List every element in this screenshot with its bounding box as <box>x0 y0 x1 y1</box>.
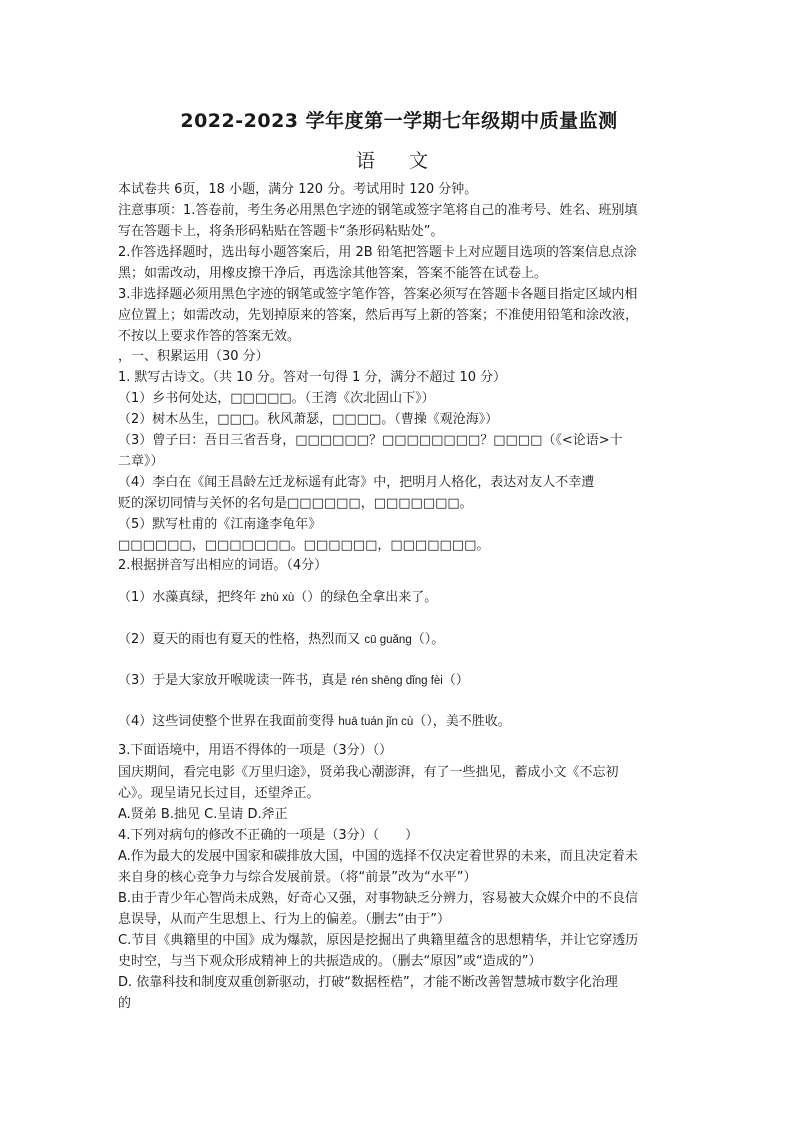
q2-item-2-pinyin: cū guǎng <box>364 634 412 646</box>
notice-3-line-1: 3.非选择题必须用黑色字迹的钢笔或签字笔作答，答案必须写在答题卡各题目指定区域内相 <box>118 287 638 302</box>
q2-stem: 2.根据拼音写出相应的词语。（4分） <box>118 558 328 573</box>
q2-item-4-pinyin: huā tuán jǐn cù <box>338 716 414 728</box>
q1-item-1: （1）乡书何处达，□□□□□。（王湾《次北固山下》） <box>118 391 435 406</box>
q4-option-b-line-2: 息误导，从而产生思想上、行为上的偏差。（删去“由于”） <box>118 912 450 927</box>
q2-item-1-blank: （）的绿色全拿出来了。 <box>294 590 438 605</box>
q2-item-3-pinyin: rén shēng dǐng fèi <box>351 675 443 687</box>
q4-stem: 4.下列对病句的修改不正确的一项是（3分）（ ） <box>118 828 419 843</box>
q1-item-3-line-1: （3）曾子曰：吾日三省吾身，□□□□□□？□□□□□□□□？□□□□（《<论语>十 <box>118 433 623 448</box>
notice-3-line-2: 应位置上；如需改动，先划掉原来的答案，然后再写上新的答案；不准使用铅笔和涂改液， <box>118 308 639 323</box>
notice-2-line-1: 2.作答选择题时，选出每小题答案后，用 2B 铅笔把答题卡上对应题目选项的答案信息点涂 <box>118 245 637 260</box>
q1-stem: 1. 默写古诗文。（共 10 分。答对一句得 1 分，满分不超过 10 分） <box>118 370 507 385</box>
notice-2-line-2: 黑；如需改动，用橡皮擦干净后，再选涂其他答案，答案不能答在试卷上。 <box>118 266 548 281</box>
notice-1-line-1: 注意事项：1.答卷前，考生务必用黑色字迹的钢笔或签字笔将自己的准考号、姓名、班别填 <box>118 203 638 218</box>
exam-summary: 本试卷共 6页，18 小题，满分 120 分。考试用时 120 分钟。 <box>118 182 478 197</box>
q2-item-3-blank: （） <box>442 673 469 688</box>
q3-options: A.贤弟 B.拙见 C.呈请 D.斧正 <box>118 807 288 822</box>
q4-option-c-line-1: C.节目《典籍里的中国》成为爆款，原因是挖掘出了典籍里蕴含的思想精华，并让它穿透历 <box>118 933 639 948</box>
q2-item-4-text: （4）这些词使整个世界在我面前变得 <box>118 714 339 729</box>
notice-1-line-2: 写在答题卡上，将条形码粘贴在答题卡“条形码粘贴处”。 <box>118 224 444 239</box>
q1-item-5-line-1: （5）默写杜甫的《江南逢李龟年》 <box>118 517 322 532</box>
q2-item-3 <box>118 671 680 691</box>
notice-3-line-3: 不按以上要求作答的答案无效。 <box>118 329 301 344</box>
q4-option-d-line-2: 的 <box>118 996 132 1011</box>
exam-subject: 语 文 <box>355 150 443 172</box>
q1-item-3-line-2: 二章》） <box>118 454 164 469</box>
q3-passage-line-2: 心》。现呈请兄长过目，还望斧正。 <box>118 786 320 801</box>
q4-option-d-line-1: D. 依靠科技和制度双重创新驱动，打破“数据桎梏”，才能不断改善智慧城市数字化治理 <box>118 975 618 990</box>
q2-item-1 <box>118 588 680 608</box>
q3-stem: 3.下面语境中，用语不得体的一项是（3分）（） <box>118 743 393 758</box>
q2-item-2 <box>118 630 680 650</box>
q2-item-2-blank: （）。 <box>411 632 445 647</box>
section-1-heading: ，一、积累运用（30 分） <box>118 349 269 364</box>
q1-item-2: （2）树木丛生，□□□。秋风萧瑟，□□□□。（曹操《观沧海》） <box>118 412 499 427</box>
q4-option-b-line-1: B.由于青少年心智尚未成熟，好奇心又强，对事物缺乏分辨力，容易被大众媒介中的不良信 <box>118 891 639 906</box>
q4-option-a-line-2: 来自身的核心竞争力与综合发展前景。（将“前景”改为“水平”） <box>118 870 477 885</box>
q2-item-1-pinyin: zhù xù <box>260 592 295 604</box>
q4-option-a-line-1: A.作为最大的发展中国家和碳排放大国，中国的选择不仅决定着世界的未来，而且决定着未 <box>118 849 638 864</box>
q1-item-5-line-2: □□□□□□，□□□□□□□。□□□□□□，□□□□□□□。 <box>118 538 490 553</box>
q1-item-4-line-2: 贬的深切同情与关怀的名句是□□□□□□，□□□□□□□。 <box>118 496 473 511</box>
q1-item-4-line-1: （4）李白在《闻王昌龄左迁龙标遥有此寄》中，把明月人格化，表达对友人不幸遭 <box>118 475 595 490</box>
q2-item-1-text: （1）水藻真绿，把终年 <box>118 590 261 605</box>
q2-item-4 <box>118 712 680 732</box>
exam-title: 2022-2023 学年度第一学期七年级期中质量监测 <box>180 110 618 132</box>
q2-item-3-text: （3）于是大家放开喉咙读一阵书，真是 <box>118 673 352 688</box>
q3-passage-line-1: 国庆期间，看完电影《万里归途》，贤弟我心潮澎湃，有了一些拙见，蓄成小文《不忘初 <box>118 765 619 780</box>
q2-item-2-text: （2）夏天的雨也有夏天的性格，热烈而又 <box>118 632 365 647</box>
exam-page <box>118 0 680 1123</box>
q2-item-4-blank: （），美不胜收。 <box>413 714 511 729</box>
q4-option-c-line-2: 史时空，与当下观众形成精神上的共振造成的。（删去“原因”或“造成的”） <box>118 954 542 969</box>
